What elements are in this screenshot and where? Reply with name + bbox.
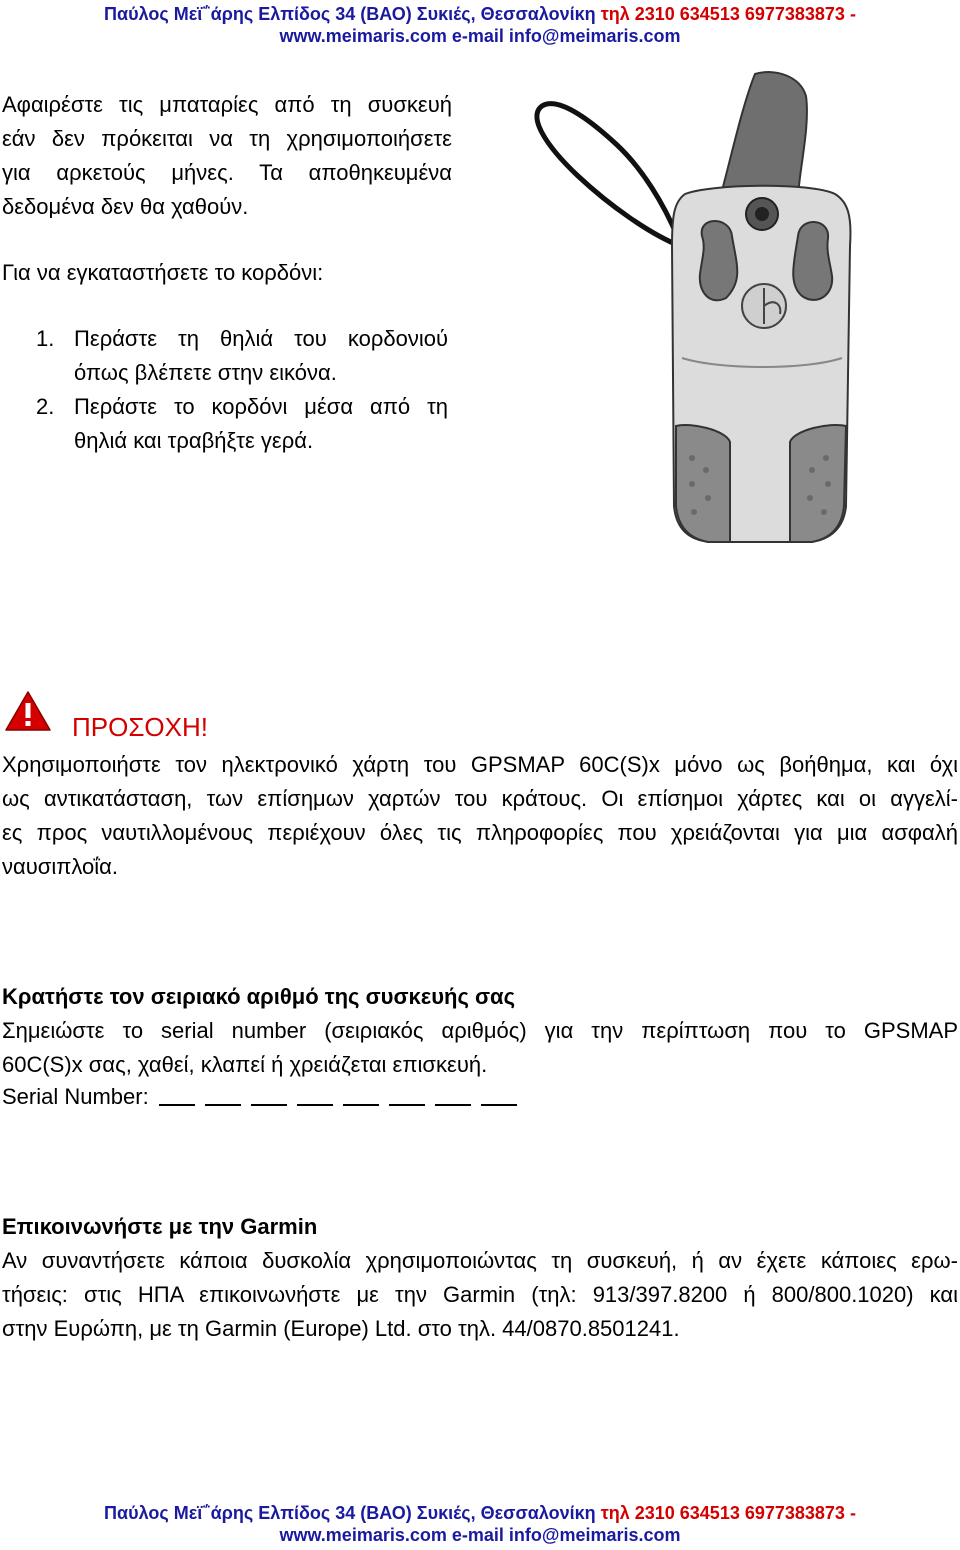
warning-icon xyxy=(4,690,52,732)
serial-blank xyxy=(343,1104,379,1106)
text-line: Αφαιρέστε τις μπαταρίες από τη συσκευή xyxy=(2,92,452,117)
text-line: τήσεις: στις ΗΠΑ επικοινωνήστε με την Garmin (τηλ: 913/397.8200 ή 800/800.1020) και xyxy=(2,1282,959,1307)
warning-text xyxy=(2,748,958,884)
header-phone: τηλ 2310 634513 6977383873 - xyxy=(600,4,856,24)
serial-number-label: Serial Number: xyxy=(2,1084,149,1109)
header-web-link[interactable]: www.meimaris.com xyxy=(279,26,447,46)
header-web-line xyxy=(0,25,960,47)
footer-address: Παύλος Μεϊ΅άρης Ελπίδος 34 (ΒΑΟ) Συκιές, Θεσσαλονίκη xyxy=(104,1503,596,1523)
text-line: ναυσιπλοΐα. xyxy=(2,854,119,879)
step-text: όπως βλέπετε στην εικόνα. xyxy=(74,360,337,385)
step-text: Περάστε το κορδόνι μέσα από τη xyxy=(74,394,448,419)
footer-web-line xyxy=(0,1524,960,1546)
serial-section-title: Κρατήστε τον σειριακό αριθμό της συσκευής σας xyxy=(2,984,516,1009)
serial-blank xyxy=(159,1104,195,1106)
step-text: Περάστε τη θηλιά του κορδονιού xyxy=(74,326,448,351)
text-line: Αν συναντήσετε κάποια δυσκολία χρησιμοποιώντας τη συσκευή, ή αν έχετε κάποιες ερω- xyxy=(2,1248,958,1273)
list-item xyxy=(36,322,448,390)
footer-address-line xyxy=(0,1502,960,1524)
step-text: θηλιά και τραβήξτε γερά. xyxy=(74,428,314,453)
footer-phone: τηλ 2310 634513 6977383873 - xyxy=(600,1503,856,1523)
text-line: ες προς ναυτιλλομένους περιέχουν όλες τις πληροφορίες που χρειάζονται για μια ασφαλή xyxy=(2,820,958,845)
strap-heading: Για να εγκαταστήσετε το κορδόνι: xyxy=(2,260,324,285)
header-email-link[interactable]: e-mail info@meimaris.com xyxy=(451,26,681,46)
warning-title: ΠΡΟΣΟΧΗ! xyxy=(72,712,208,742)
text-line: δεδομένα δεν θα χαθούν. xyxy=(2,194,249,219)
step-number: 2. xyxy=(36,394,55,419)
page-header xyxy=(0,3,960,47)
text-line: Χρησιμοποιήστε τον ηλεκτρονικό χάρτη του GPSMAP 60C(S)x μόνο ως βοήθημα, και όχι xyxy=(2,752,958,777)
contact-section-title: Επικοινωνήστε με την Garmin xyxy=(2,1214,318,1239)
list-item xyxy=(36,390,448,458)
serial-blank xyxy=(205,1104,241,1106)
serial-number-row xyxy=(2,1080,517,1114)
battery-note xyxy=(2,88,452,224)
serial-blank xyxy=(251,1104,287,1106)
contact-section-text xyxy=(2,1244,958,1346)
text-line: Σημειώστε το serial number (σειριακός αριθμός) για την περίπτωση που το GPSMAP xyxy=(2,1018,958,1043)
footer-web-link[interactable]: www.meimaris.com xyxy=(279,1525,447,1545)
text-line: για αρκετούς μήνες. Τα αποθηκευμένα xyxy=(2,160,452,185)
gps-device-image xyxy=(530,66,860,546)
serial-blank xyxy=(389,1104,425,1106)
serial-blank xyxy=(435,1104,471,1106)
serial-blank xyxy=(481,1104,517,1106)
text-line: 60C(S)x σας, χαθεί, κλαπεί ή χρειάζεται επισκευή. xyxy=(2,1052,488,1077)
serial-blank xyxy=(297,1104,333,1106)
text-line: ως αντικατάσταση, των επίσημων χαρτών του κράτους. Οι επίσημοι χάρτες και οι αγγελί- xyxy=(2,786,958,811)
serial-section-text xyxy=(2,1014,958,1082)
text-line: εάν δεν πρόκειται να τη χρησιμοποιήσετε xyxy=(2,126,452,151)
step-number: 1. xyxy=(36,326,55,351)
strap-steps xyxy=(36,322,448,458)
page-footer xyxy=(0,1502,960,1546)
header-address: Παύλος Μεϊ΅άρης Ελπίδος 34 (ΒΑΟ) Συκιές, Θεσσαλονίκη xyxy=(104,4,596,24)
text-line: στην Ευρώπη, με τη Garmin (Europe) Ltd. στο τηλ. 44/0870.8501241. xyxy=(2,1316,680,1341)
footer-email-link[interactable]: e-mail info@meimaris.com xyxy=(451,1525,681,1545)
header-address-line xyxy=(0,3,960,25)
